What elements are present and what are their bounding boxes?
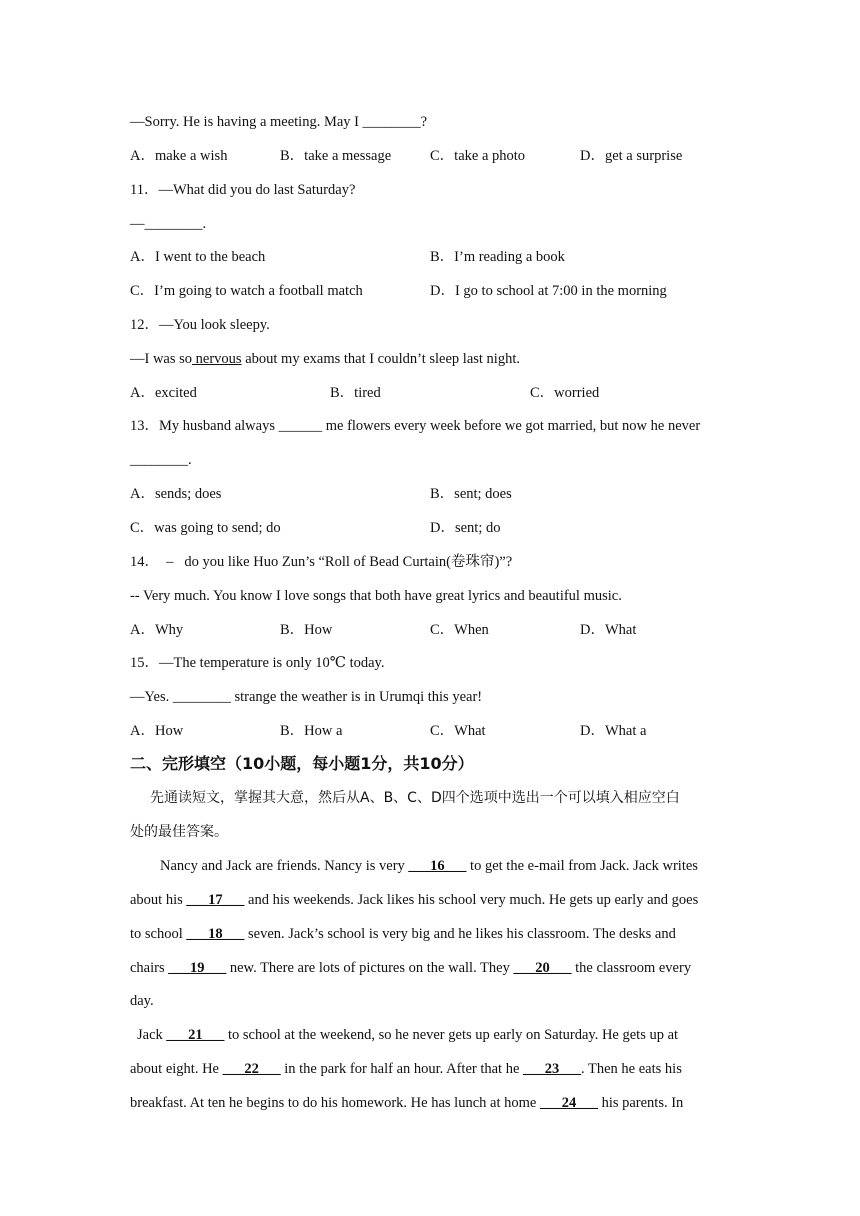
q14-question: 14． – do you like Huo Zun’s “Roll of Bead Curtain(卷珠帘)”?	[130, 554, 513, 570]
blank-17: ___17___	[186, 892, 245, 908]
passage-text: the classroom every	[571, 960, 692, 976]
q11-reply: —________.	[130, 216, 207, 232]
q10-option-d: D．get a surprise	[580, 148, 683, 164]
q12-reply-post: about my exams that I couldn’t sleep last night.	[241, 351, 520, 367]
blank-16: ___16___	[408, 858, 467, 874]
q11-option-c: C．I’m going to watch a football match	[130, 283, 363, 299]
q14-option-d: D．What	[580, 622, 637, 638]
passage-text: chairs	[130, 960, 169, 976]
passage-text: to school at the weekend, so he never gets up early on Saturday. He gets up at	[224, 1027, 679, 1043]
passage-text: to school	[130, 926, 187, 942]
q10-option-c: C．take a photo	[430, 148, 526, 164]
passage-text: about eight. He	[130, 1061, 223, 1077]
blank-24: ___24___	[539, 1095, 598, 1111]
passage-text: breakfast. At ten he begins to do his homework. He has lunch at home	[130, 1095, 540, 1111]
blank-22: ___22___	[222, 1061, 281, 1077]
q13-option-b: B．sent; does	[430, 486, 512, 502]
passage-line-6	[137, 1025, 678, 1045]
q11-question: 11．—What did you do last Saturday?	[130, 182, 356, 198]
blank-20: ___20___	[513, 960, 572, 976]
q13-continuation: ________.	[130, 452, 192, 468]
q11-option-d: D．I go to school at 7:00 in the morning	[430, 283, 667, 299]
q14-option-b: B．How	[280, 622, 333, 638]
passage-line-1	[160, 856, 698, 876]
passage-text: Jack	[137, 1027, 167, 1043]
passage-text: to get the e-mail from Jack. Jack writes	[466, 858, 698, 874]
passage-text: and his weekends. Jack likes his school very much. He gets up early and goes	[244, 892, 699, 908]
q12-option-b: B．tired	[330, 385, 381, 401]
passage-line-8	[130, 1093, 683, 1113]
q13-option-d: D．sent; do	[430, 520, 501, 536]
q10-reply: —Sorry. He is having a meeting. May I ________?	[130, 114, 428, 130]
q13-option-c: C．was going to send; do	[130, 520, 281, 536]
passage-text: about his	[130, 892, 187, 908]
section-instructions-line-2: 处的最佳答案。	[130, 824, 228, 840]
q12-underlined-word: nervous	[192, 351, 242, 367]
q11-option-b: B．I’m reading a book	[430, 249, 565, 265]
passage-text: seven. Jack’s school is very big and he likes his classroom. The desks and	[244, 926, 676, 942]
q10-option-a: A．make a wish	[130, 148, 228, 164]
q14-reply: -- Very much. You know I love songs that both have great lyrics and beautiful music.	[130, 588, 622, 604]
q13-option-a: A．sends; does	[130, 486, 222, 502]
blank-19: ___19___	[168, 960, 227, 976]
q13-question: 13．My husband always ______ me flowers every week before we got married, but now he never	[130, 418, 701, 434]
q12-reply	[130, 349, 520, 369]
q15-option-d: D．What a	[580, 723, 647, 739]
section-instructions-line-1: 先通读短文，掌握其大意，然后从A、B、C、D四个选项中选出一个可以填入相应空白	[150, 790, 680, 806]
passage-text: . Then he eats his	[581, 1061, 682, 1077]
q15-reply: —Yes. ________ strange the weather is in Urumqi this year!	[130, 689, 483, 705]
passage-line-3	[130, 924, 676, 944]
q12-question: 12．—You look sleepy.	[130, 317, 270, 333]
q15-option-b: B．How a	[280, 723, 343, 739]
passage-line-7	[130, 1059, 682, 1079]
q14-option-c: C．When	[430, 622, 489, 638]
passage-line-2	[130, 890, 698, 910]
q15-option-c: C．What	[430, 723, 486, 739]
q15-question: 15．—The temperature is only 10℃ today.	[130, 655, 385, 671]
q12-reply-pre: —I was so	[130, 351, 193, 367]
blank-18: ___18___	[186, 926, 245, 942]
blank-21: ___21___	[166, 1027, 225, 1043]
q14-option-a: A．Why	[130, 622, 184, 638]
q10-option-b: B．take a message	[280, 148, 392, 164]
passage-line-5: day.	[130, 993, 154, 1009]
passage-text: in the park for half an hour. After that he	[280, 1061, 524, 1077]
passage-text: Nancy and Jack are friends. Nancy is very	[160, 858, 409, 874]
section-heading: 二、完形填空（10小题，每小题1分，共10分）	[130, 754, 474, 773]
q12-option-a: A．excited	[130, 385, 197, 401]
blank-23: ___23___	[523, 1061, 582, 1077]
passage-text: new. There are lots of pictures on the wall. They	[226, 960, 514, 976]
q15-option-a: A．How	[130, 723, 184, 739]
passage-text: his parents. In	[597, 1095, 684, 1111]
q12-option-c: C．worried	[530, 385, 600, 401]
passage-line-4	[130, 958, 691, 978]
q11-option-a: A．I went to the beach	[130, 249, 266, 265]
